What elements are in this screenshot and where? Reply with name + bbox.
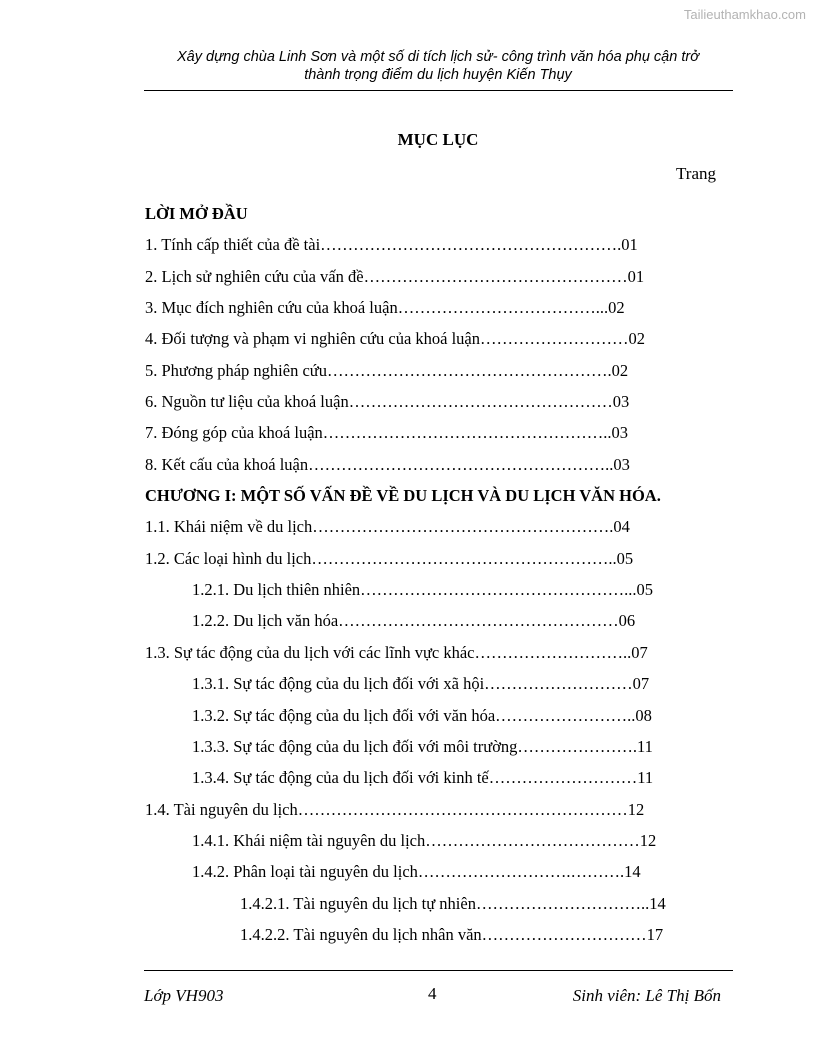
toc-entry: 3. Mục đích nghiên cứu của khoá luận………………………………...02 — [145, 298, 625, 318]
toc-entry: 1.2.2. Du lịch văn hóa……………………………………………06 — [192, 611, 636, 631]
toc-entry: 1.4.2.1. Tài nguyên du lịch tự nhiên…………………………..14 — [240, 893, 666, 913]
header-line-2: thành trọng điểm du lịch huyện Kiến Thụy — [304, 66, 572, 83]
toc-entry: 1.3. Sự tác động của du lịch với các lĩnh vực khác………………………..07 — [145, 642, 648, 662]
toc-entry: 1.2.1. Du lịch thiên nhiên…………………………………………...05 — [192, 580, 654, 600]
toc-entry: 1.4.2. Phân loại tài nguyên du lịch……………………….……….14 — [192, 862, 641, 882]
toc-entry: 1.2. Các loại hình du lịch………………………………………………..05 — [145, 548, 634, 568]
toc-entry: 6. Nguồn tư liệu của khoá luận…………………………………………03 — [145, 392, 630, 412]
toc-section-heading: LỜI MỞ ĐẦU — [145, 204, 248, 223]
watermark: Tailieuthamkhao.com — [683, 7, 806, 22]
page-number: 4 — [428, 984, 437, 1003]
toc-entry: 2. Lịch sử nghiên cứu của vấn đề…………………………………………01 — [145, 266, 645, 286]
toc-entry: 5. Phương pháp nghiên cứu…………………………………………….02 — [145, 360, 629, 380]
toc-entry: 1.1. Khái niệm về du lịch……………………………………………….04 — [145, 517, 630, 537]
footer-class: Lớp VH903 — [144, 986, 224, 1005]
toc-section-heading: CHƯƠNG I: MỘT SỐ VẤN ĐỀ VỀ DU LỊCH VÀ DU LỊCH VĂN HÓA. — [145, 486, 661, 506]
toc-entry: 1.3.4. Sự tác động của du lịch đối với kinh tế………………………11 — [192, 768, 654, 788]
header-line-1: Xây dựng chùa Linh Sơn và một số di tích lịch sử- công trình văn hóa phụ cận trở — [177, 49, 699, 65]
table-of-contents — [145, 198, 715, 950]
footer-rule — [144, 970, 733, 971]
toc-entry: 1.3.1. Sự tác động của du lịch đối với xã hội………………………07 — [192, 674, 650, 694]
toc-entry: 1.4.2.2. Tài nguyên du lịch nhân văn…………………………17 — [240, 924, 664, 944]
header-rule — [144, 90, 733, 91]
page-column-label: Trang — [676, 164, 716, 183]
toc-entry: 1.4.1. Khái niệm tài nguyên du lịch…………………………………12 — [192, 830, 657, 850]
toc-entry: 4. Đối tượng và phạm vi nghiên cứu của khoá luận………………………02 — [145, 329, 645, 349]
toc-entry: 1.3.3. Sự tác động của du lịch đối với môi trường………………….11 — [192, 736, 653, 756]
page-header — [144, 49, 732, 84]
toc-entry: 1.4. Tài nguyên du lịch……………………………………………………12 — [145, 799, 645, 819]
toc-entry: 8. Kết cấu của khoá luận………………………………………………..03 — [145, 454, 630, 474]
toc-entry: 7. Đóng góp của khoá luận……………………………………………..03 — [145, 423, 629, 443]
page-title: MỤC LỤC — [397, 130, 479, 149]
toc-entry: 1.3.2. Sự tác động của du lịch đối với văn hóa……………………..08 — [192, 705, 652, 725]
footer-student: Sinh viên: Lê Thị Bốn — [572, 986, 721, 1005]
toc-entry: 1. Tính cấp thiết của đề tài……………………………………………….01 — [145, 235, 638, 255]
